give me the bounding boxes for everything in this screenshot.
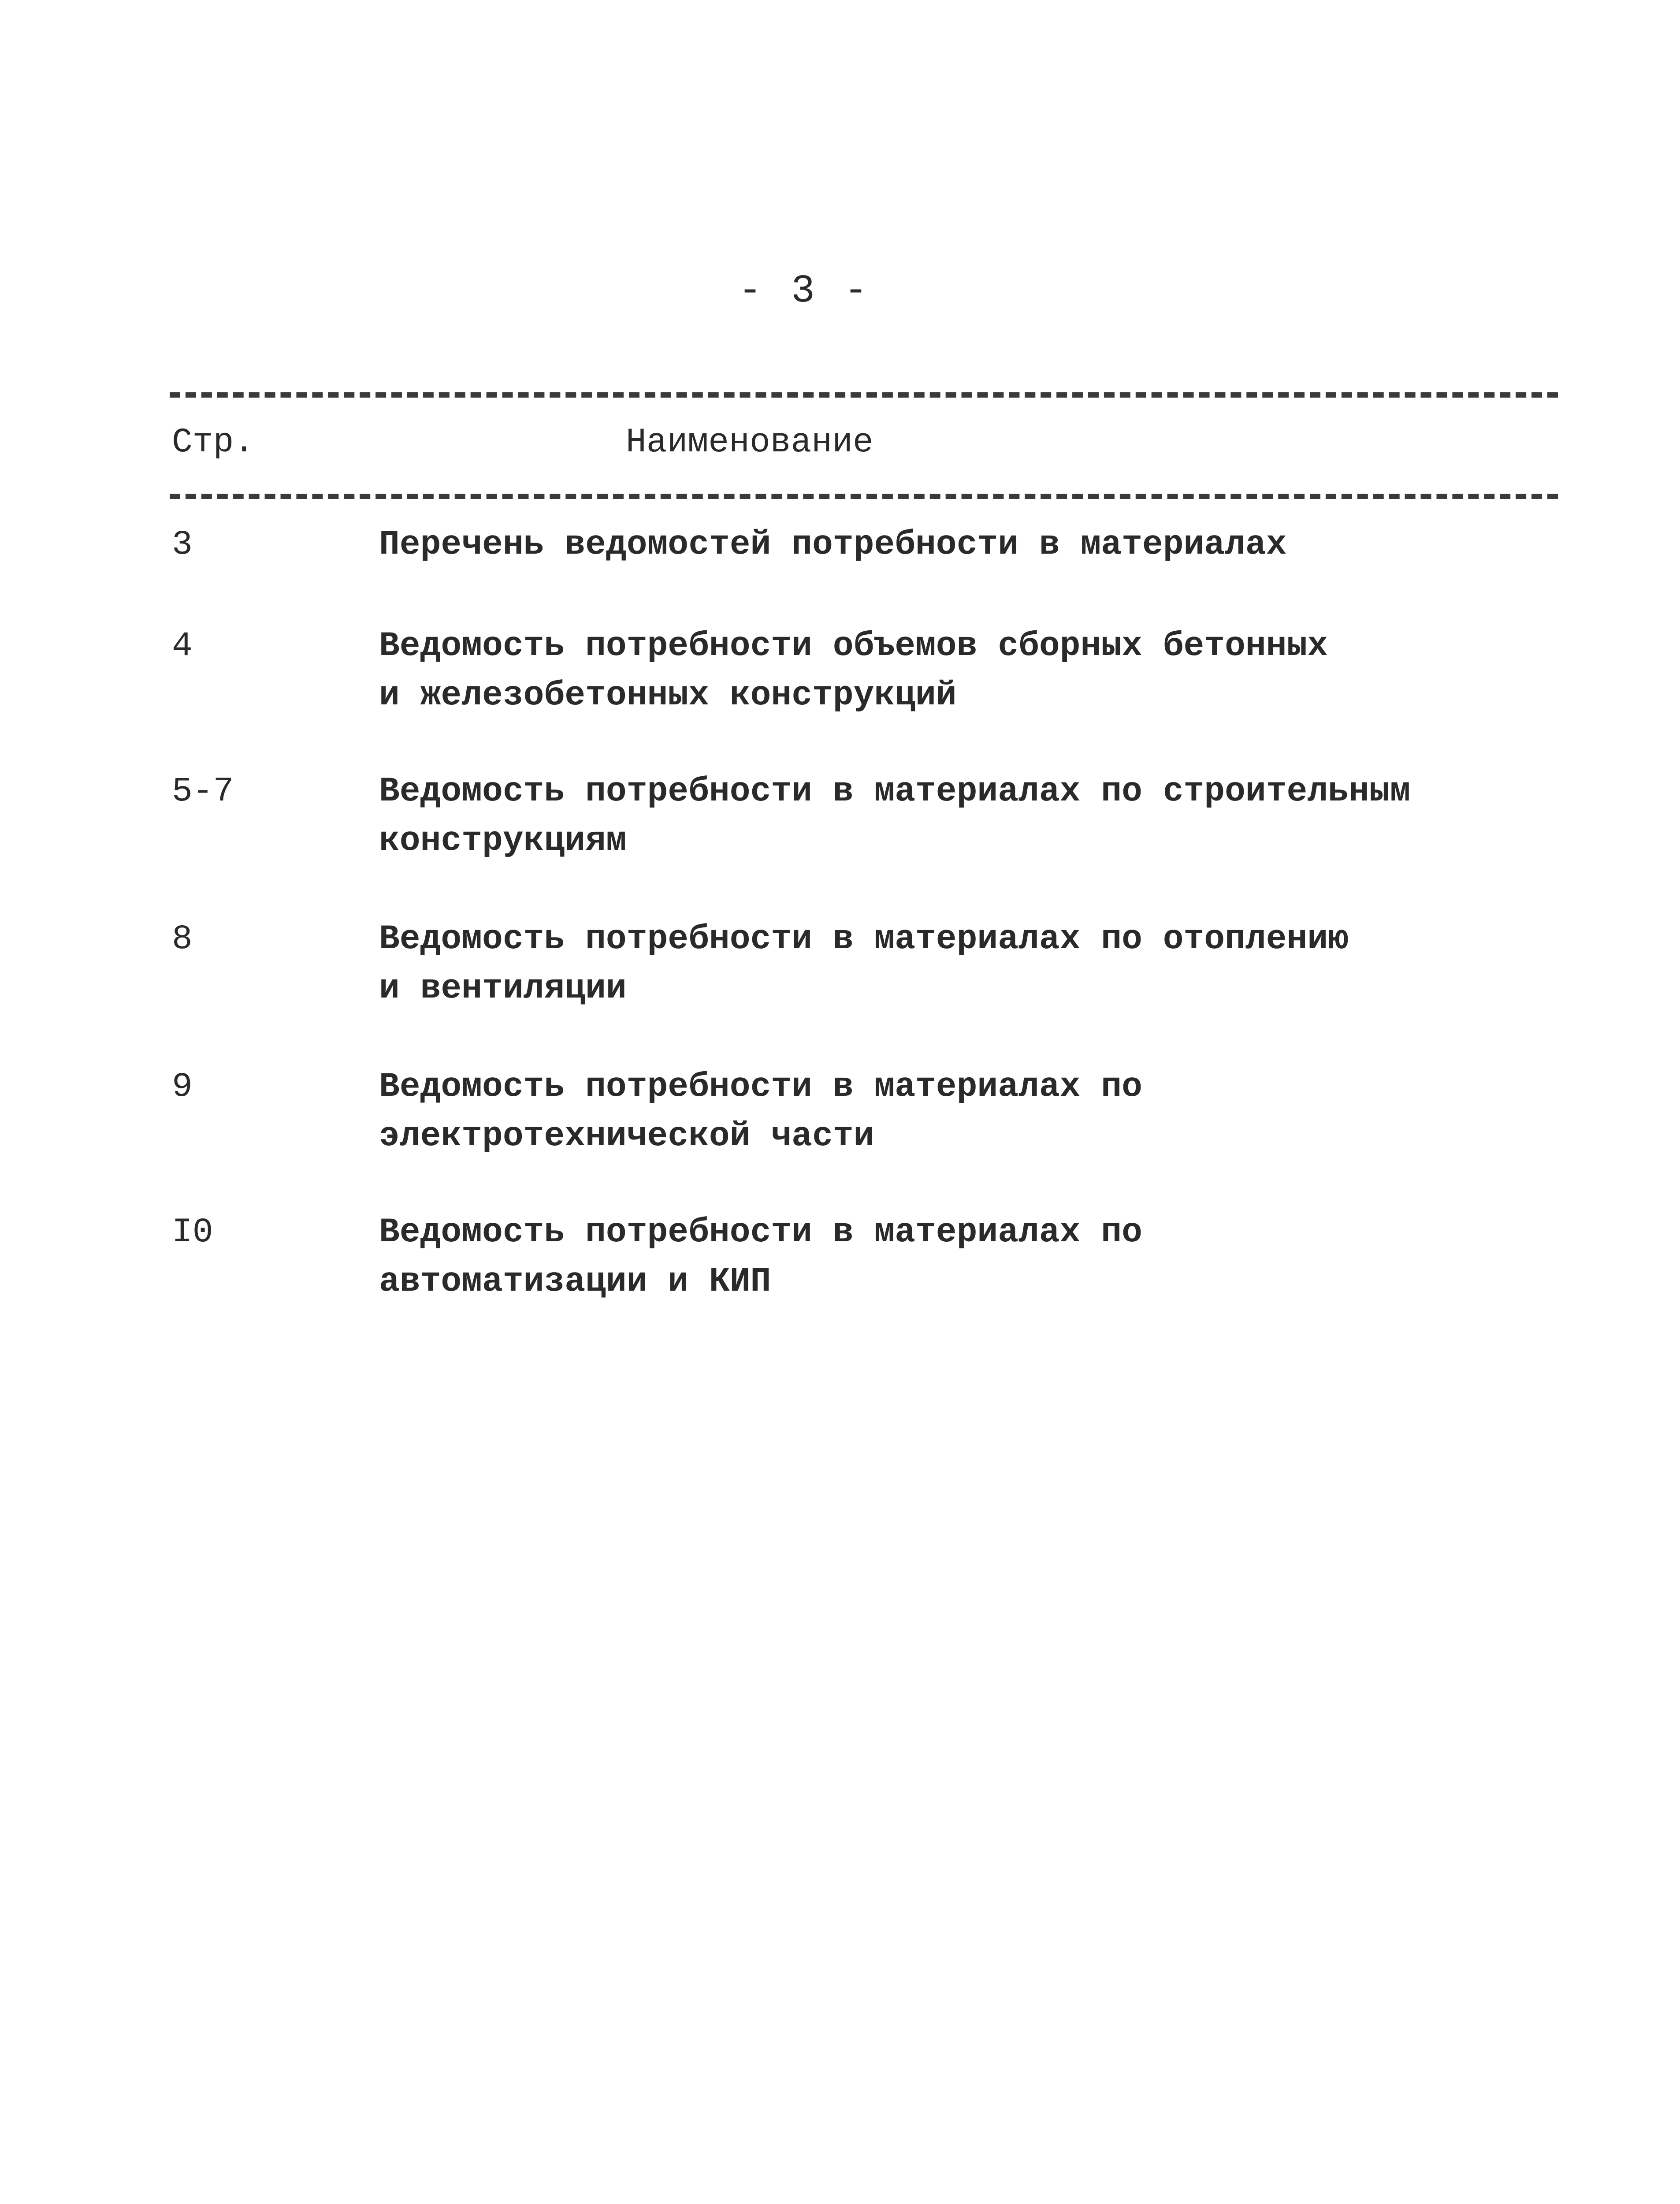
row-page-number: 5-7: [172, 772, 234, 811]
page-number: - 3 -: [738, 269, 871, 314]
header-dashed-rule: [170, 494, 1558, 499]
table-row: [0, 1208, 1680, 1353]
row-page-number: I0: [172, 1213, 213, 1252]
table-header: [0, 423, 1680, 472]
row-title: Ведомость потребности в материалах по отоплению и вентиляции: [379, 920, 1349, 1008]
table-body: [0, 520, 1680, 1353]
row-page-number: 8: [172, 920, 193, 959]
row-page-number: 9: [172, 1068, 193, 1106]
table-row: [0, 622, 1680, 767]
top-dashed-rule: [170, 392, 1558, 398]
header-name-column: Наименование: [626, 423, 873, 462]
row-title: Перечень ведомостей потребности в материалах: [379, 525, 1287, 564]
header-page-column: Стр.: [172, 423, 255, 462]
row-title: Ведомость потребности объемов сборных бетонных и железобетонных конструкций: [379, 627, 1328, 715]
table-row: [0, 915, 1680, 1062]
row-page-number: 3: [172, 525, 193, 564]
row-title: Ведомость потребности в материалах по автоматизации и КИП: [379, 1213, 1142, 1301]
row-page-number: 4: [172, 627, 193, 666]
table-row: [0, 1062, 1680, 1208]
table-row: [0, 520, 1680, 622]
row-title: Ведомость потребности в материалах по электротехнической части: [379, 1068, 1142, 1156]
row-title: Ведомость потребности в материалах по строительным конструкциям: [379, 772, 1411, 860]
table-row: [0, 767, 1680, 915]
